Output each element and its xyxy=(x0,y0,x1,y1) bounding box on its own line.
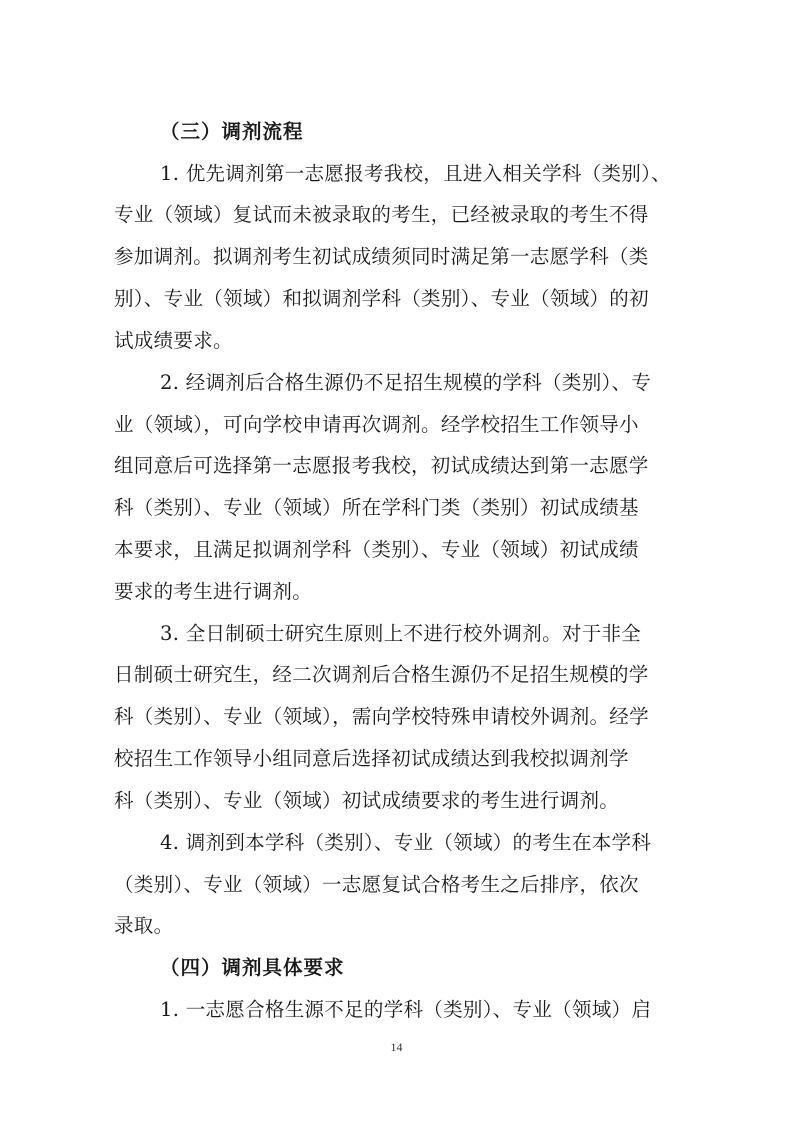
paragraph-3-line-2: 日制硕士研究生，经二次调剂后合格生源仍不足招生规模的学 xyxy=(114,663,649,686)
paragraph-3-line-1: 3. 全日制硕士研究生原则上不进行校外调剂。对于非全 xyxy=(160,622,642,645)
paragraph-1-line-5: 试成绩要求。 xyxy=(114,329,233,352)
page-number: 14 xyxy=(390,1040,403,1054)
paragraph-4-line-3: 录取。 xyxy=(114,914,174,937)
paragraph-3-line-5: 科（类别）、专业（领域）初试成绩要求的考生进行调剂。 xyxy=(114,789,620,812)
paragraph-5-line-1: 1. 一志愿合格生源不足的学科（类别）、专业（领域）启 xyxy=(160,998,652,1021)
paragraph-3-line-3: 科（类别）、专业（领域），需向学校特殊申请校外调剂。经学 xyxy=(114,705,649,728)
paragraph-1-line-4: 别）、专业（领域）和拟调剂学科（类别）、专业（领域）的初 xyxy=(114,287,649,310)
section-heading-2: （四）调剂具体要求 xyxy=(160,956,345,979)
paragraph-3-line-4: 校招生工作领导小组同意后选择初试成绩达到我校拟调剂学 xyxy=(114,747,629,770)
paragraph-2-line-4: 科（类别）、专业（领域）所在学科门类（类别）初试成绩基 xyxy=(114,496,639,519)
paragraph-2-line-6: 要求的考生进行调剂。 xyxy=(114,580,313,603)
paragraph-1-line-1: 1. 优先调剂第一志愿报考我校，且进入相关学科（类别）、 xyxy=(160,162,671,185)
paragraph-2-line-2: 业（领域），可向学校申请再次调剂。经学校招生工作领导小 xyxy=(114,413,639,436)
paragraph-2-line-1: 2. 经调剂后合格生源仍不足招生规模的学科（类别）、专 xyxy=(160,371,652,394)
paragraph-2-line-3: 组同意后可选择第一志愿报考我校，初试成绩达到第一志愿学 xyxy=(114,454,649,477)
paragraph-1-line-2: 专业（领域）复试而未被录取的考生，已经被录取的考生不得 xyxy=(114,203,649,226)
section-heading: （三）调剂流程 xyxy=(160,120,304,143)
paragraph-1-line-3: 参加调剂。拟调剂考生初试成绩须同时满足第一志愿学科（类 xyxy=(114,245,649,268)
paragraph-4-line-1: 4. 调剂到本学科（类别）、专业（领域）的考生在本学科 xyxy=(160,831,652,854)
paragraph-4-line-2: （类别）、专业（领域）一志愿复试合格考生之后排序，依次 xyxy=(114,873,639,896)
paragraph-2-line-5: 本要求，且满足拟调剂学科（类别）、专业（领域）初试成绩 xyxy=(114,538,639,561)
